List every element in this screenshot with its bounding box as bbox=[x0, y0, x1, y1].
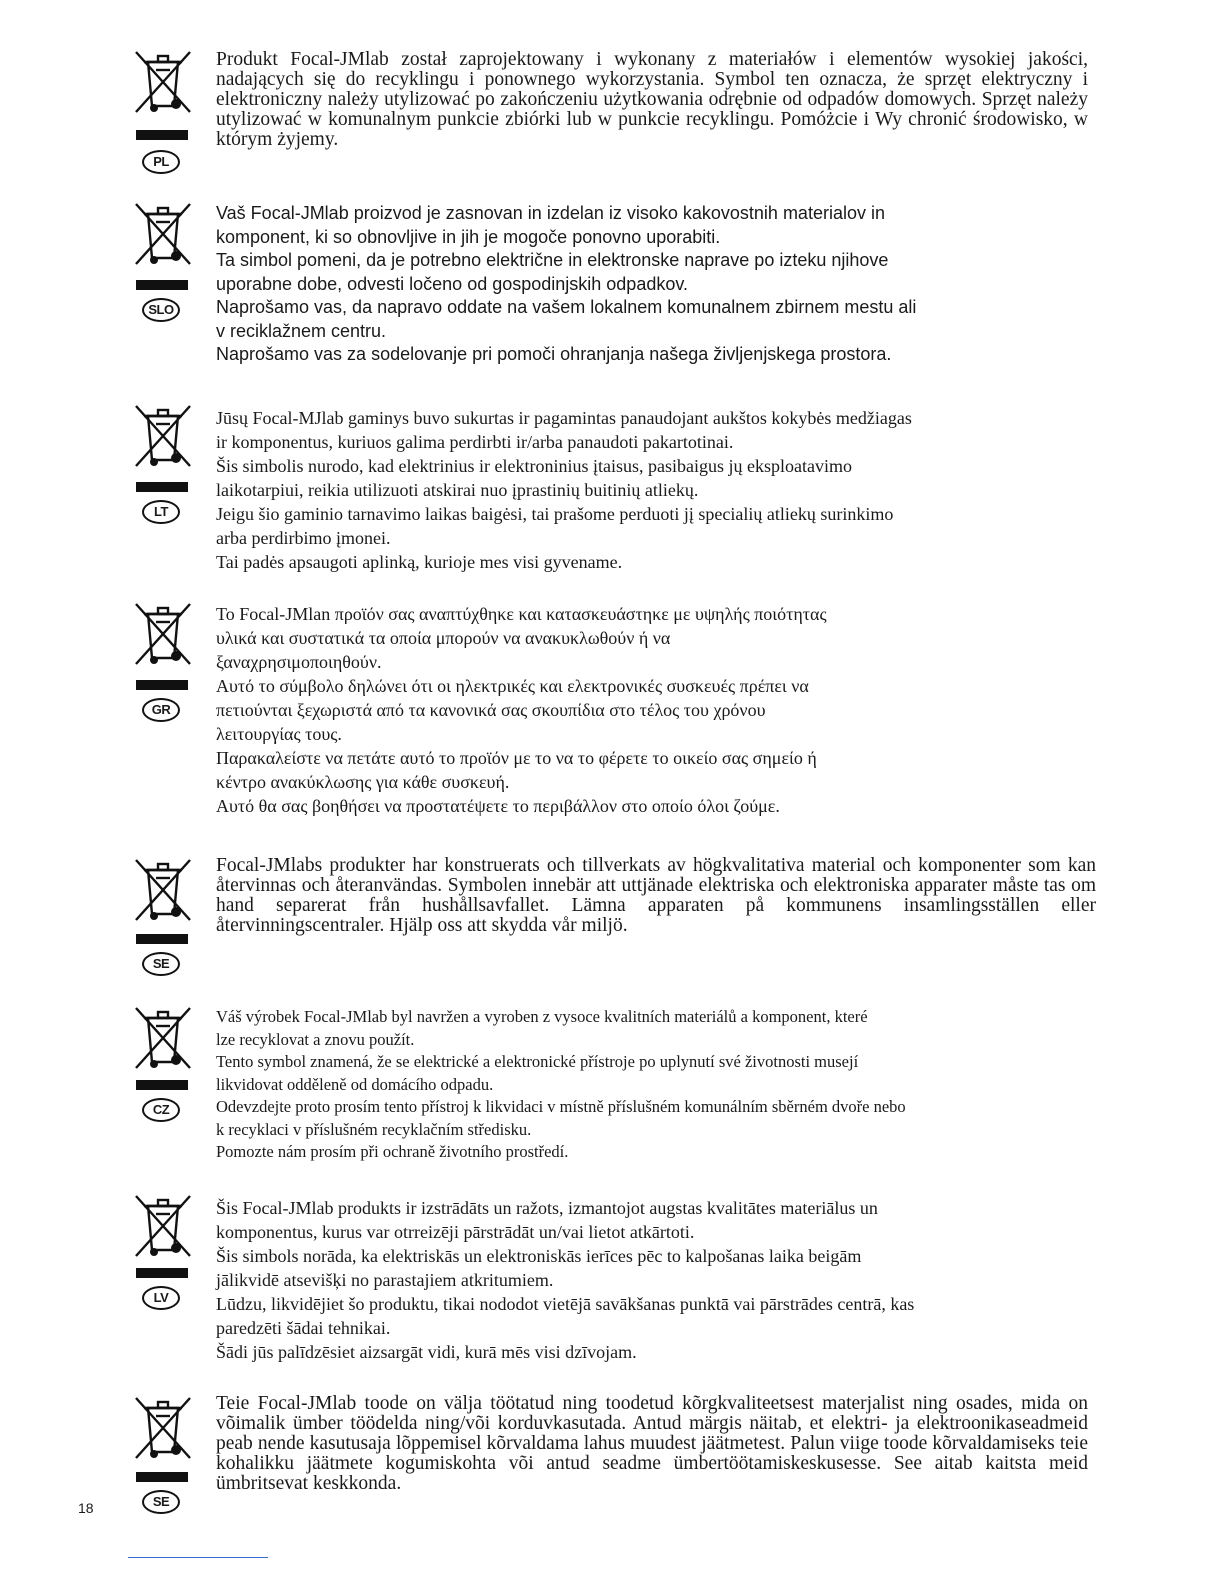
black-bar bbox=[136, 130, 188, 140]
text-line: Šis simbols norāda, ka elektriskās un elektroniskās ierīces pēc to kalpošanas laika beigām bbox=[216, 1246, 862, 1266]
text-line: Το Focal-JMlan προϊόν σας αναπτύχθηκε και κατασκευάστηκε με υψηλής ποιότητας bbox=[216, 604, 827, 624]
text-line: υλικά και συστατικά τα οποία μπορούν να ανακυκλωθούν ή να bbox=[216, 628, 671, 648]
weee-symbol bbox=[118, 48, 208, 188]
crossed-bin-icon bbox=[132, 200, 194, 268]
weee-symbol bbox=[118, 200, 208, 340]
text-line: Šis simbolis nurodo, kad elektrinius ir elektroninius įtaisus, pasibaigus jų eksploatavimo bbox=[216, 456, 852, 476]
text-line: Šis Focal-JMlab produkts ir izstrādāts un ražots, izmantojot augstas kvalitātes materiālus un bbox=[216, 1198, 878, 1218]
section-text bbox=[216, 1006, 1096, 1164]
text-line: paredzēti šādai tehnikai. bbox=[216, 1318, 391, 1338]
text-line: Ta simbol pomeni, da je potrebno električne in elektronske naprave po izteku njihove bbox=[216, 250, 889, 270]
text-line: lze recyklovat a znovu použít. bbox=[216, 1029, 415, 1049]
black-bar bbox=[136, 280, 188, 290]
page-number: 18 bbox=[78, 1500, 94, 1516]
text-line: Šādi jūs palīdzēsiet aizsargāt vidi, kurā mēs visi dzīvojam. bbox=[216, 1342, 637, 1362]
crossed-bin-icon bbox=[132, 1004, 194, 1072]
lang-badge: LV bbox=[142, 1286, 180, 1310]
weee-symbol bbox=[118, 1394, 208, 1524]
text-line: jālikvidē atsevišķi no parastajiem atkritumiem. bbox=[216, 1270, 554, 1290]
text-line: Váš výrobek Focal-JMlab byl navržen a vyroben z vysoce kvalitních materiálů a komponent, které bbox=[216, 1007, 868, 1026]
weee-symbol bbox=[118, 1004, 208, 1144]
lang-badge: SE bbox=[142, 1490, 180, 1514]
text-line: ξαναχρησιμοποιηθούν. bbox=[216, 652, 382, 672]
crossed-bin-icon bbox=[132, 48, 194, 116]
lang-badge: SLO bbox=[142, 298, 180, 322]
text-line: Jūsų Focal-MJlab gaminys buvo sukurtas ir pagamintas panaudojant aukštos kokybės medžiagas bbox=[216, 408, 912, 428]
text-line: πετιούνται ξεχωριστά από τα κανονικά σας σκουπίδια στο τέλος του χρόνου bbox=[216, 700, 766, 720]
black-bar bbox=[136, 680, 188, 690]
section-cz bbox=[0, 1004, 1224, 1174]
text-line: ir komponentus, kuriuos galima perdirbti ir/arba panaudoti pakartotinai. bbox=[216, 432, 734, 452]
black-bar bbox=[136, 1268, 188, 1278]
crossed-bin-icon bbox=[132, 856, 194, 924]
black-bar bbox=[136, 482, 188, 492]
text-line: Vaš Focal-JMlab proizvod je zasnovan in izdelan iz visoko kakovostnih materialov in bbox=[216, 203, 885, 223]
section-ee bbox=[0, 1394, 1224, 1524]
text-line: Παρακαλείστε να πετάτε αυτό το προϊόν με το να το φέρετε το οικείο σας σημείο ή bbox=[216, 748, 817, 768]
text-line: Αυτό θα σας βοηθήσει να προστατέψετε το περιβάλλον στο οποίο όλοι ζούμε. bbox=[216, 796, 780, 816]
text-line: likvidovat odděleně od domácího odpadu. bbox=[216, 1074, 494, 1094]
text-line: arba perdirbimo įmonei. bbox=[216, 528, 391, 548]
weee-symbol bbox=[118, 402, 208, 542]
text-line: v reciklažnem centru. bbox=[216, 320, 387, 341]
text-line: laikotarpiui, reikia utilizuoti atskirai nuo įprastinių buitinių atliekų. bbox=[216, 480, 699, 500]
lang-badge: SE bbox=[142, 952, 180, 976]
crossed-bin-icon bbox=[132, 1394, 194, 1462]
crossed-bin-icon bbox=[132, 1192, 194, 1260]
section-text bbox=[216, 202, 1096, 367]
text-line: uporabne dobe, odvesti ločeno od gospodinjskih odpadkov. bbox=[216, 273, 689, 294]
text-line: κέντρο ανακύκλωσης για κάθε συσκευή. bbox=[216, 772, 510, 792]
crossed-bin-icon bbox=[132, 600, 194, 668]
paragraph: Teie Focal-JMlab toode on välja töötatud ning toodetud kõrgkvaliteetsest materjalist ning osades, mida on võimalik ümber töödelda ning/või korduvkasutada. Antud märgis näitab, et elektri- ja elektroonikaseadmeid peab nende kasutusaja lõppemisel kõrvaldama lahus muudest jäätmetest. Palun viige toode kõrvaldamiseks teie kohalikku jäätmete kogumiskohta või antud seadme ümbertöötamiskeskusesse. See aitab kaitsta meid ümbritsevat keskkonda. bbox=[216, 1393, 1088, 1494]
text-line: komponent, ki so obnovljive in jih je mogoče ponovno uporabiti. bbox=[216, 226, 721, 247]
black-bar bbox=[136, 1472, 188, 1482]
section-lv bbox=[0, 1192, 1224, 1372]
section-se bbox=[0, 856, 1224, 986]
text-line: Jeigu šio gaminio tarnavimo laikas baigėsi, tai prašome perduoti jį specialių atliekų surinkimo bbox=[216, 504, 894, 524]
lang-badge: LT bbox=[142, 500, 180, 524]
section-text bbox=[216, 50, 1088, 150]
text-line: Odevzdejte proto prosím tento přístroj k likvidaci v místně příslušném komunálním sběrném dvoře nebo bbox=[216, 1097, 906, 1116]
section-text bbox=[216, 856, 1096, 936]
section-text bbox=[216, 1196, 1096, 1364]
paragraph: Produkt Focal-JMlab został zaprojektowany i wykonany z materiałów i elementów wysokiej jakości, nadających się do recyklingu i ponownego wykorzystania. Symbol ten oznacza, że sprzęt elektryczny i elektroniczny należy utylizować po zakończeniu użytkowania odrębnie od odpadów domowych. Sprzęt należy utylizować w komunalnym punkcie zbiórki lub w punkcie recyklingu. Pomóżcie i Wy chronić środowisko, w którym żyjemy. bbox=[216, 49, 1088, 150]
section-gr bbox=[0, 600, 1224, 830]
text-line: Tai padės apsaugoti aplinką, kurioje mes visi gyvename. bbox=[216, 552, 623, 572]
section-slo bbox=[0, 200, 1224, 380]
crossed-bin-icon bbox=[132, 402, 194, 470]
section-text bbox=[216, 406, 1096, 574]
text-line: Pomozte nám prosím při ochraně životního prostředí. bbox=[216, 1142, 569, 1161]
text-line: komponentus, kurus var otrreizēji pārstrādāt un/vai lietot atkārtoti. bbox=[216, 1222, 695, 1242]
text-line: Naprošamo vas za sodelovanje pri pomoči ohranjanja našega življenjskega prostora. bbox=[216, 344, 892, 364]
black-bar bbox=[136, 934, 188, 944]
lang-badge: CZ bbox=[142, 1098, 180, 1122]
footer-divider bbox=[128, 1557, 268, 1558]
section-lt bbox=[0, 402, 1224, 582]
text-line: k recyklaci v příslušném recyklačním středisku. bbox=[216, 1119, 532, 1139]
text-line: Lūdzu, likvidējiet šo produktu, tikai nododot vietējā savākšanas punktā vai pārstrādes centrā, kas bbox=[216, 1294, 915, 1314]
text-line: λειτουργίας τους. bbox=[216, 724, 342, 744]
text-line: Αυτό το σύμβολο δηλώνει ότι οι ηλεκτρικές και ελεκτρονικές συσκευές πρέπει να bbox=[216, 676, 809, 696]
black-bar bbox=[136, 1080, 188, 1090]
lang-badge: PL bbox=[142, 150, 180, 174]
section-pl bbox=[0, 48, 1224, 198]
weee-symbol bbox=[118, 1192, 208, 1332]
section-text bbox=[216, 1394, 1088, 1494]
section-text bbox=[216, 602, 1096, 818]
text-line: Naprošamo vas, da napravo oddate na vašem lokalnem komunalnem zbirnem mestu ali bbox=[216, 297, 917, 317]
lang-badge: GR bbox=[142, 698, 180, 722]
paragraph: Focal-JMlabs produkter har konstruerats och tillverkats av högkvalitativa material och komponenter som kan återvinnas och återanvändas. Symbolen innebär att uttjänade elektriska och elektroniska apparater måste tas om hand separerat från hushållsavfallet. Lämna apparaten på kommunens insamlingsställen eller återvinningscentraler. Hjälp oss att skydda vår miljö. bbox=[216, 855, 1096, 936]
text-line: Tento symbol znamená, že se elektrické a elektronické přístroje po uplynutí své životnosti musejí bbox=[216, 1052, 859, 1071]
weee-symbol bbox=[118, 856, 208, 986]
weee-symbol bbox=[118, 600, 208, 740]
